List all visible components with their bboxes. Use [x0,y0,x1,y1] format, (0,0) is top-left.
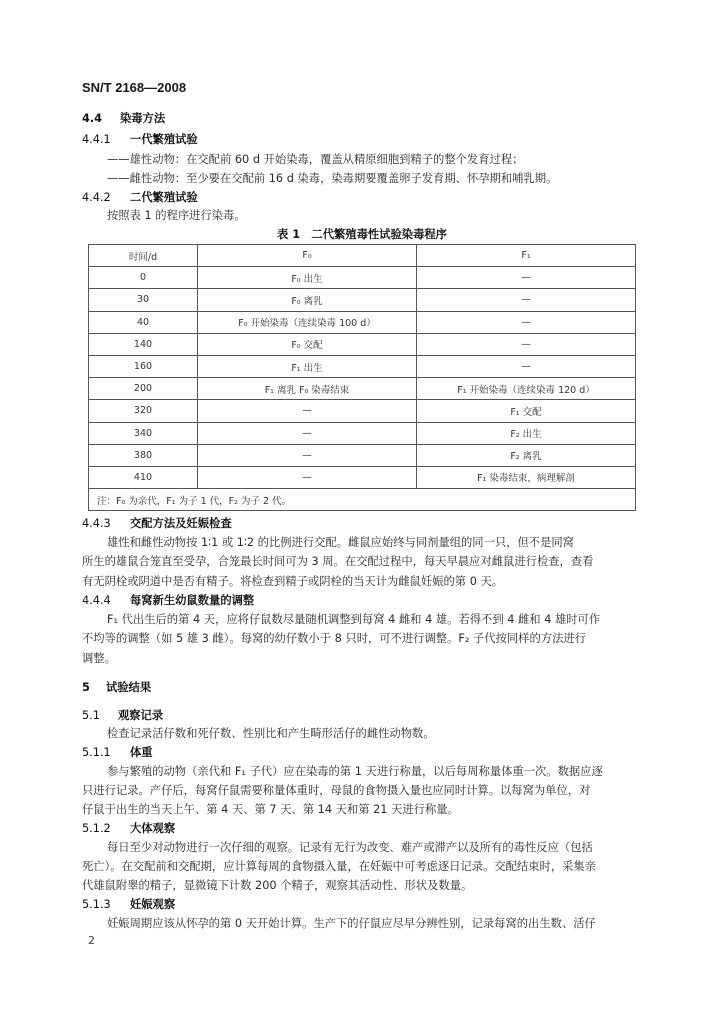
section-heading-5 [82,679,151,695]
section-heading-5-1-2 [82,820,175,836]
paragraph-line: F₁ 代出生后的第 4 天，应将仔鼠数尽量随机调整到每窝 4 雌和 4 雄。若得不到 4 雌和 4 雄时可作 [107,613,601,626]
cell-f1: — [417,311,636,333]
table-row [89,333,636,355]
paragraph-line: 仔鼠于出生的当天上午、第 4 天、第 7 天、第 14 天和第 21 天进行称量。 [82,803,459,816]
section-number: 5.1.2 [82,822,111,835]
cell-f1: F₂ 出生 [417,422,636,444]
paragraph-line: 不均等的调整（如 5 雄 3 雌）。每窝的幼仔数小于 8 只时，可不进行调整。F₂ 子代按同样的方法进行 [82,632,586,645]
section-title: 大体观察 [129,822,176,835]
section-heading-4-4-2 [82,189,198,205]
paragraph-line: 检查记录活仔数和死仔数、性别比和产生畸形活仔的雌性动物数。 [107,727,435,740]
section-number: 5 [82,681,90,694]
cell-f0: F₀ 出生 [198,267,417,289]
section-title: 每窝新生幼鼠数量的调整 [129,594,255,607]
header-cell-time: 时间/d [89,245,198,267]
cell-f1: — [417,289,636,311]
section-number: 5.1.1 [82,746,111,759]
cell-time: 140 [89,333,198,355]
paragraph-line: 按照表 1 的程序进行染毒。 [107,209,246,222]
table-row [89,311,636,333]
section-heading-5-1-1 [82,744,153,760]
cell-f1: — [417,355,636,377]
section-heading-4-4 [82,110,165,126]
table-row [89,355,636,377]
table-header-row [89,245,636,267]
section-title: 二代繁殖试验 [129,191,198,204]
document-number: SN/T 2168—2008 [82,80,187,95]
section-title: 妊娠观察 [129,898,176,911]
cell-f0: F₁ 出生 [198,355,417,377]
table-row [89,289,636,311]
table-row [89,444,636,466]
cell-f0: F₀ 交配 [198,333,417,355]
paragraph-line: 妊娠周期应该从怀孕的第 0 天开始计算。生产下的仔鼠应尽早分辨性别，记录每窝的出生数、活仔 [107,917,596,930]
section-number: 5.1 [82,709,100,722]
cell-f1: — [417,267,636,289]
table-caption: 表 1 二代繁殖毒性试验染毒程序 [277,228,447,241]
paragraph-line: 代雄鼠附睾的精子，显微镜下计数 200 个精子，观察其活动性、形状及数量。 [82,879,473,892]
table-row [89,378,636,400]
section-heading-4-4-3 [82,515,232,531]
cell-time: 30 [89,289,198,311]
section-heading-5-1 [82,707,163,723]
section-heading-4-4-4 [82,592,254,608]
cell-f1: F₂ 离乳 [417,444,636,466]
cell-f1: F₁ 交配 [417,400,636,422]
cell-time: 320 [89,400,198,422]
cell-time: 380 [89,444,198,466]
cell-f1: F₁ 染毒结束，病理解剖 [417,466,636,488]
section-number: 4.4.2 [82,191,111,204]
table-note: 注：F₀ 为亲代，F₁ 为子 1 代，F₂ 为子 2 代。 [89,489,636,511]
cell-f0: — [198,422,417,444]
section-number: 4.4.3 [82,517,111,530]
cell-time: 0 [89,267,198,289]
paragraph-line: ——雌性动物：至少要在交配前 16 d 染毒，染毒期要覆盖卵子发育期、怀孕期和哺乳期。 [107,172,558,185]
table-row [89,422,636,444]
section-number: 4.4.1 [82,133,111,146]
paragraph-line: 有无阴栓或阴道中是否有精子。将检查到精子或阴栓的当天计为雌鼠妊娠的第 0 天。 [82,575,504,588]
cell-f0: — [198,444,417,466]
section-title: 观察记录 [117,709,164,722]
header-cell-f0: F₀ [198,245,417,267]
table-note-row [89,489,636,511]
cell-f0: — [198,400,417,422]
cell-f0: F₀ 开始染毒（连续染毒 100 d） [198,311,417,333]
page-number: 2 [88,934,95,947]
section-title: 体重 [129,746,153,759]
cell-time: 160 [89,355,198,377]
paragraph-line: 只进行记录。产仔后，每窝仔鼠需要称量体重时，母鼠的食物摄入量也应同时计算。以每窝为单位，对 [82,784,591,797]
table-row [89,400,636,422]
section-number: 4.4 [82,112,103,125]
cell-f1: F₁ 开始染毒（连续染毒 120 d） [417,378,636,400]
table-row [89,267,636,289]
cell-time: 410 [89,466,198,488]
paragraph-line: 参与繁殖的动物（亲代和 F₁ 子代）应在染毒的第 1 天进行称量，以后每周称量体重一次。数据应逐 [107,765,603,778]
header-cell-f1: F₁ [417,245,636,267]
cell-time: 200 [89,378,198,400]
dosing-schedule-table [88,244,636,511]
section-number: 4.4.4 [82,594,111,607]
paragraph-line: ——雄性动物：在交配前 60 d 开始染毒，覆盖从精原细胞到精子的整个发育过程； [107,153,524,166]
section-number: 5.1.3 [82,898,111,911]
cell-time: 340 [89,422,198,444]
cell-time: 40 [89,311,198,333]
section-title: 染毒方法 [119,112,166,125]
cell-f0: — [198,466,417,488]
section-title: 试验结果 [105,681,152,694]
section-heading-4-4-1 [82,131,198,147]
cell-f0: F₁ 离乳 F₀ 染毒结束 [198,378,417,400]
section-title: 一代繁殖试验 [129,133,198,146]
table-row [89,466,636,488]
paragraph-line: 所生的雄鼠合笼直至受孕，合笼最长时间可为 3 周。在交配过程中，每天早晨应对雌鼠进行检查，查看 [82,555,594,568]
section-heading-5-1-3 [82,896,175,912]
cell-f1: — [417,333,636,355]
paragraph-line: 调整。 [82,652,116,665]
paragraph-line: 死亡）。在交配前和交配期，应计算每周的食物摄入量，在妊娠中可考虑逐日记录。交配结束时，采集亲 [82,860,597,873]
paragraph-line: 雄性和雌性动物按 1∶1 或 1∶2 的比例进行交配。雌鼠应始终与同剂量组的同一只，但不是同窝 [107,536,574,549]
cell-f0: F₀ 离乳 [198,289,417,311]
paragraph-line: 每日至少对动物进行一次仔细的观察。记录有无行为改变、难产或滞产以及所有的毒性反应（包括 [107,841,593,854]
section-title: 交配方法及妊娠检查 [129,517,232,530]
